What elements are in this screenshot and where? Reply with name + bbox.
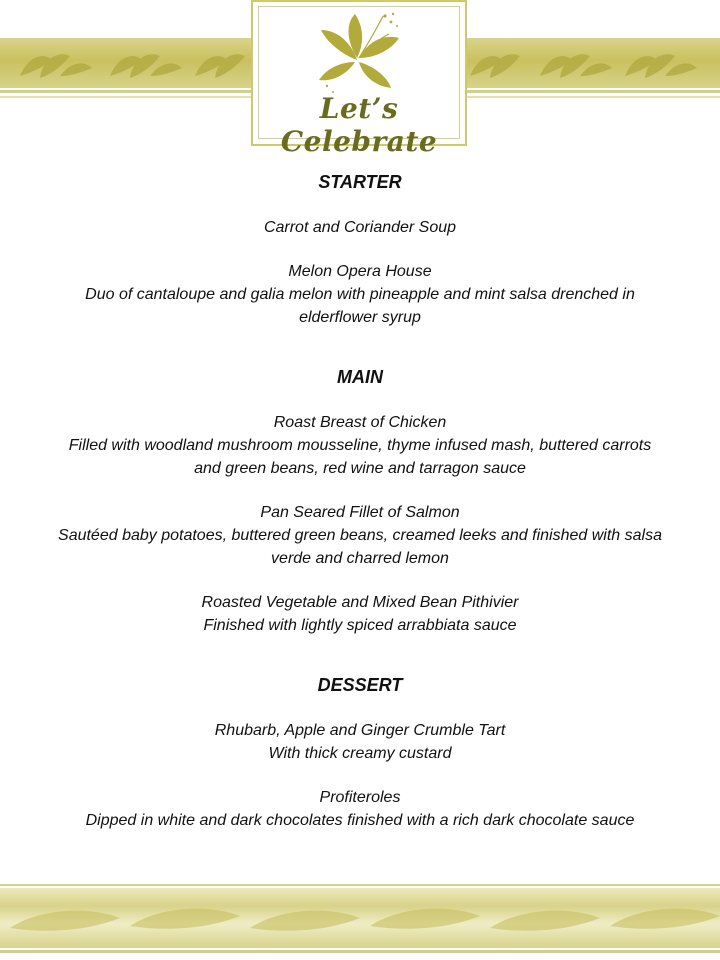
dish-name: Roasted Vegetable and Mixed Bean Pithivier: [201, 594, 519, 611]
dish-description: Finished with lightly spiced arrabbiata sauce: [203, 617, 517, 634]
bottom-band-rule-thin: [0, 950, 720, 953]
dish: [0, 411, 720, 480]
dish-description: Filled with woodland mushroom mousseline, thyme infused mash, buttered carrots and green beans, red wine and tarragon sauce: [68, 437, 652, 477]
dish-name: Profiteroles: [319, 789, 401, 806]
dish-description: Sautéed baby potatoes, buttered green beans, creamed leeks and finished with salsa verde and charred lemon: [58, 527, 662, 567]
bottom-band-rule: [0, 884, 720, 886]
section-dessert: [0, 673, 720, 832]
logo-text: Let’s Celebrate: [280, 92, 438, 158]
dish: [0, 501, 720, 570]
bottom-leaf-pattern-icon: [0, 888, 720, 948]
section-title: STARTER: [318, 172, 402, 192]
dish: [0, 260, 720, 329]
dish-description: With thick creamy custard: [268, 745, 452, 762]
flower-icon: [307, 8, 415, 96]
menu: [0, 170, 720, 868]
section-title: DESSERT: [317, 675, 403, 695]
dish-name: Rhubarb, Apple and Ginger Crumble Tart: [214, 722, 506, 739]
section-starter: [0, 170, 720, 329]
dish-name: Carrot and Coriander Soup: [263, 219, 457, 236]
dish-description: Duo of cantaloupe and galia melon with pineapple and mint salsa drenched in elderflower syrup: [85, 286, 635, 326]
dish: [0, 216, 720, 239]
section-title: MAIN: [337, 367, 383, 387]
dish-description: Dipped in white and dark chocolates finished with a rich dark chocolate sauce: [85, 812, 635, 829]
dish-name: Roast Breast of Chicken: [273, 414, 447, 431]
dish-name: Melon Opera House: [288, 263, 432, 280]
dish-name: Pan Seared Fillet of Salmon: [260, 504, 460, 521]
logo: [251, 0, 467, 158]
dish: [0, 591, 720, 637]
dish: [0, 719, 720, 765]
section-main: [0, 365, 720, 637]
dish: [0, 786, 720, 832]
